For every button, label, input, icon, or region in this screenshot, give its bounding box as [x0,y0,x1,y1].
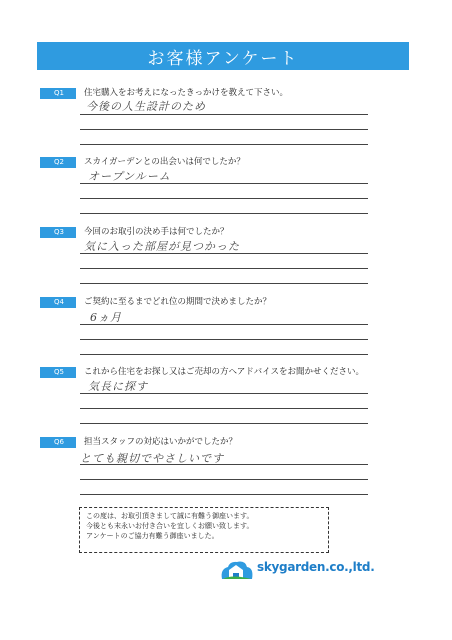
question-text: ご契約に至るまでどれ位の期間で決めましたか？ [84,297,272,307]
answer-line [80,198,368,199]
handwritten-answer: 今後の人生設計のため [86,100,206,113]
question-number-badge: Q4 [40,297,76,308]
answer-line [80,494,368,495]
handwritten-answer: 気に入った部屋が見つかった [84,240,240,253]
question-number-badge: Q5 [40,367,76,378]
answer-line [80,354,368,355]
question-text: スカイガーデンとの出会いは何でしたか？ [84,157,245,167]
question-text: 担当スタッフの対応はいかがでしたか？ [84,437,238,447]
notice-line: アンケートのご協力有難う御座いました。 [86,532,219,540]
question-number-badge: Q3 [40,227,76,238]
answer-line [80,283,368,284]
question-text: これから住宅をお探し又はご売却の方へアドバイスをお聞かせください。 [84,367,364,377]
company-logo [220,555,375,583]
answer-line [80,213,368,214]
answer-line [80,268,368,269]
survey-title: お客様アンケート [37,42,409,70]
answer-line [80,339,368,340]
answer-line [80,129,368,130]
answer-line [80,114,368,115]
thank-you-notice [79,507,329,553]
handwritten-answer: オープンルーム [88,170,171,183]
question-number-badge: Q6 [40,437,76,448]
handwritten-answer: 6ヵ月 [90,311,122,324]
answer-line [80,393,368,394]
notice-line: この度は、お取引頂きまして誠に有難う御座います。 [86,512,254,520]
answer-line [80,324,368,325]
notice-line: 今後とも末永いお付き合いを宜しくお願い致します。 [86,522,254,530]
answer-line [80,464,368,465]
question-text: 住宅購入をお考えになったきっかけを教えて下さい。 [84,88,289,98]
question-number-badge: Q2 [40,157,76,168]
question-number-badge: Q1 [40,88,76,99]
answer-line [80,183,368,184]
answer-line [80,423,368,424]
answer-line [80,479,368,480]
house-logo-icon [220,557,254,581]
handwritten-answer: とても親切でやさしいです [80,452,224,465]
logo-text: skygarden.co.,ltd. [257,560,375,574]
answer-line [80,408,368,409]
question-text: 今回のお取引の決め手は何でしたか？ [84,227,229,237]
handwritten-answer: 気長に探す [88,380,148,393]
answer-line [80,144,368,145]
answer-line [80,253,368,254]
